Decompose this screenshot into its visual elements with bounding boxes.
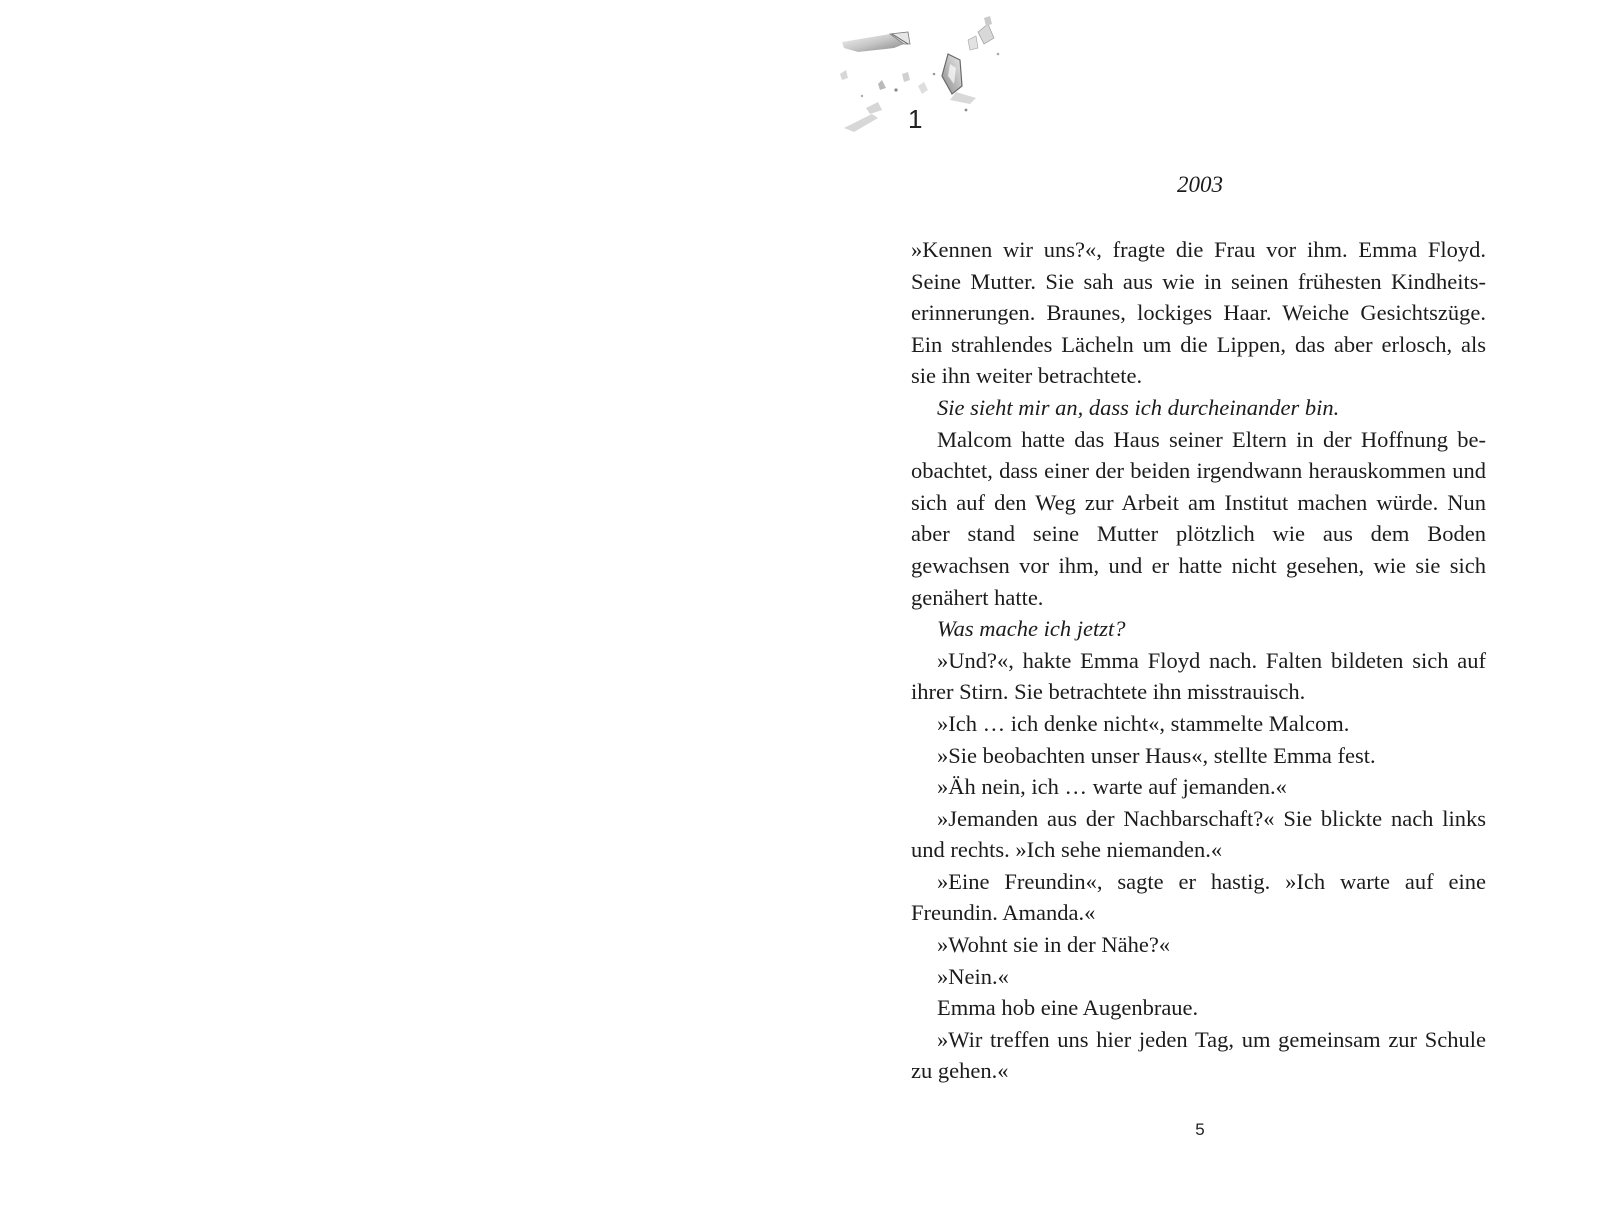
chapter-year: 2003: [1177, 172, 1223, 197]
paragraph: »Eine Freundin«, sagte er hastig. »Ich warte auf eine Freundin. Amanda.«: [911, 868, 1486, 926]
paragraph: »Ich … ich denke nicht«, stammelte Malcom.: [937, 710, 1350, 736]
paragraph: »Nein.«: [937, 963, 1009, 989]
chapter-number: 1: [908, 104, 923, 134]
paragraph: »Wohnt sie in der Nähe?«: [937, 932, 1171, 958]
paragraph-thought: Was mache ich jetzt?: [937, 616, 1126, 642]
paragraph: »Kennen wir uns?«, fragte die Frau vor ihm. Emma Floyd. Seine Mutter. Sie sah aus wie in seinen frühesten Kindheitserinnerungen. Braunes, lockiges Haar. Weiche Gesichtszüge. Ein strahlendes Lächeln um die Lippen, das aber erlosch, als sie ihn weiter betrachtete.: [911, 237, 1486, 389]
shattered-glass-fragments-icon: [838, 14, 1018, 140]
paragraph: »Sie beobachten unser Haus«, stellte Emma fest.: [937, 742, 1376, 768]
paragraph: Malcom hatte das Haus seiner Eltern in der Hoffnung beobachtet, dass einer der beiden irgendwann herauskommen und sich auf den Weg zur Arbeit am Institut machen würde. Nun aber stand seine Mutter plötzlich wie aus dem Boden gewachsen vor ihm, und er hatte nicht gesehen, wie sie sich genähert hatte.: [911, 426, 1486, 610]
body-text: [911, 234, 1486, 1087]
paragraph: »Jemanden aus der Nachbarschaft?« Sie blickte nach links und rechts. »Ich sehe niemanden.«: [911, 805, 1486, 863]
paragraph: »Und?«, hakte Emma Floyd nach. Falten bildeten sich auf ihrer Stirn. Sie betrachtete ihn misstrauisch.: [911, 647, 1486, 705]
paragraph-thought: Sie sieht mir an, dass ich durcheinander bin.: [937, 394, 1340, 420]
page-number: 5: [1195, 1120, 1205, 1139]
paragraph: »Wir treffen uns hier jeden Tag, um gemeinsam zur Schule zu gehen.«: [911, 1026, 1486, 1084]
paragraph: Emma hob eine Augenbraue.: [937, 995, 1199, 1021]
paragraph: »Äh nein, ich … warte auf jemanden.«: [937, 774, 1287, 800]
